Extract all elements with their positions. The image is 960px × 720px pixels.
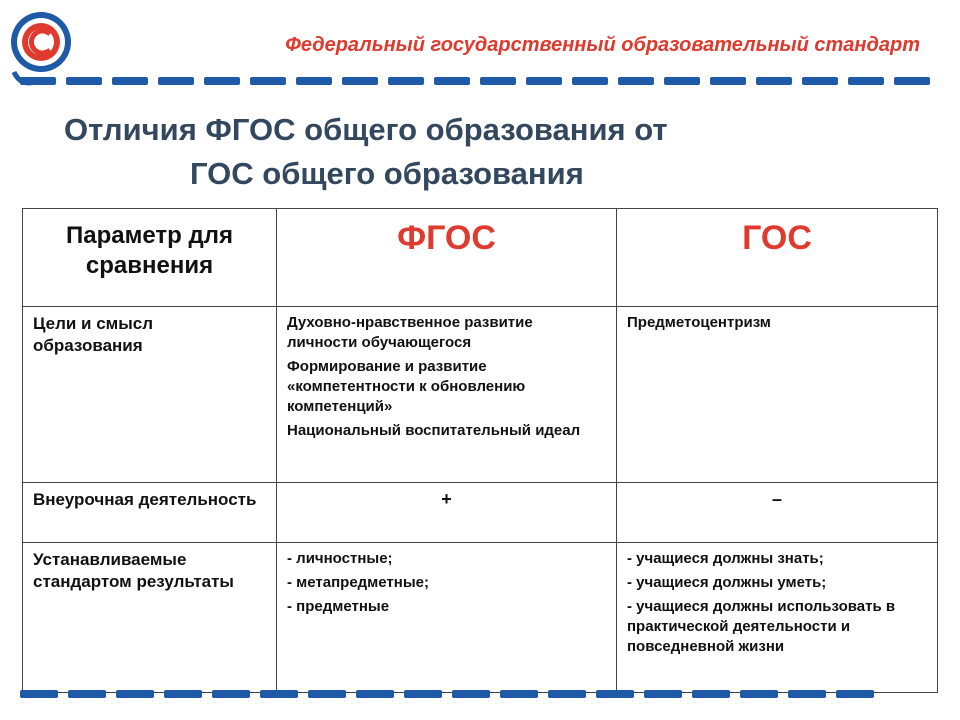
list-item: Формирование и развитие «компетентности к обновлению компетенций» bbox=[287, 358, 526, 415]
header-gos: ГОС bbox=[617, 209, 938, 307]
list-item: - учащиеся должны уметь; bbox=[627, 574, 827, 591]
row-fgos bbox=[277, 307, 617, 483]
slide-title-line2: ГОС общего образования bbox=[190, 156, 584, 191]
list-item: - личностные; bbox=[287, 550, 393, 567]
header-fgos: ФГОС bbox=[277, 209, 617, 307]
row-param: Цели и смысл образования bbox=[23, 307, 277, 483]
list-item: - учащиеся должны использовать в практической деятельности и повседневной жизни bbox=[627, 598, 896, 655]
comparison-table bbox=[22, 208, 938, 693]
list-item: - предметные bbox=[287, 598, 390, 615]
header-param: Параметр для сравнения bbox=[23, 209, 277, 307]
table-header-row bbox=[23, 209, 938, 307]
bottom-dash-line bbox=[20, 690, 890, 698]
list-item: - метапредметные; bbox=[287, 574, 429, 591]
row-fgos: + bbox=[277, 483, 617, 543]
table-row bbox=[23, 483, 938, 543]
row-gos: – bbox=[617, 483, 938, 543]
list-item: Предметоцентризм bbox=[627, 314, 771, 331]
list-item: - учащиеся должны знать; bbox=[627, 550, 824, 567]
slide-title-line1: Отличия ФГОС общего образования от bbox=[64, 112, 668, 147]
row-param: Устанавливаемые стандартом результаты bbox=[23, 543, 277, 693]
table-row bbox=[23, 307, 938, 483]
header-org-title: Федеральный государственный образовательный стандарт bbox=[285, 34, 920, 56]
top-dash-line bbox=[20, 77, 935, 85]
row-gos bbox=[617, 307, 938, 483]
row-fgos bbox=[277, 543, 617, 693]
table-row bbox=[23, 543, 938, 693]
row-param: Внеурочная деятельность bbox=[23, 483, 277, 543]
list-item: Национальный воспитательный идеал bbox=[287, 422, 581, 439]
row-gos bbox=[617, 543, 938, 693]
list-item: Духовно-нравственное развитие личности обучающегося bbox=[287, 314, 533, 351]
fgos-logo bbox=[6, 6, 76, 86]
slide-title bbox=[60, 108, 820, 196]
